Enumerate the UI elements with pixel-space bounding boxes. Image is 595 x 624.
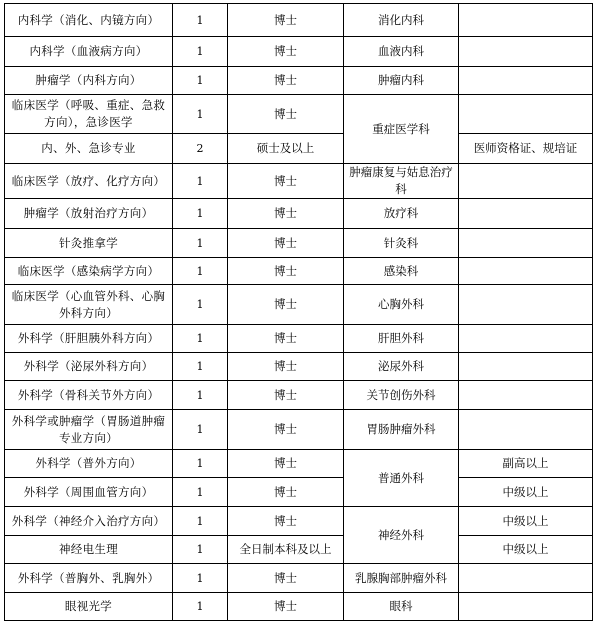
major-cell: 外科学（泌尿外科方向）	[5, 353, 173, 381]
dept-cell: 放疗科	[344, 199, 459, 229]
major-cell: 外科学（神经介入治疗方向）	[5, 507, 173, 536]
degree-cell: 博士	[228, 199, 344, 229]
dept-cell: 血液内科	[344, 37, 459, 67]
degree-cell: 博士	[228, 67, 344, 95]
count-cell: 1	[173, 258, 228, 285]
dept-cell: 胃肠肿瘤外科	[344, 410, 459, 450]
degree-cell: 博士	[228, 37, 344, 67]
requirement-cell: 医师资格证、规培证	[459, 134, 593, 164]
count-cell: 1	[173, 95, 228, 134]
major-cell: 内、外、急诊专业	[5, 134, 173, 164]
degree-cell: 博士	[228, 325, 344, 353]
major-cell: 外科学（普外方向）	[5, 450, 173, 478]
degree-cell: 博士	[228, 410, 344, 450]
table-row	[5, 199, 593, 229]
table-row	[5, 258, 593, 285]
count-cell: 1	[173, 164, 228, 199]
count-cell: 1	[173, 4, 228, 37]
count-cell: 1	[173, 37, 228, 67]
count-cell: 1	[173, 285, 228, 325]
requirement-cell	[459, 353, 593, 381]
table-row	[5, 95, 593, 134]
requirement-cell	[459, 37, 593, 67]
requirement-cell	[459, 4, 593, 37]
dept-cell: 肝胆外科	[344, 325, 459, 353]
table-row	[5, 229, 593, 258]
dept-cell: 肿瘤内科	[344, 67, 459, 95]
dept-cell: 针灸科	[344, 229, 459, 258]
requirement-cell	[459, 164, 593, 199]
recruitment-table	[4, 3, 593, 621]
major-cell: 外科学（普胸外、乳胸外）	[5, 564, 173, 593]
degree-cell: 博士	[228, 593, 344, 621]
dept-cell: 泌尿外科	[344, 353, 459, 381]
dept-cell: 眼科	[344, 593, 459, 621]
count-cell: 1	[173, 593, 228, 621]
requirement-cell	[459, 199, 593, 229]
count-cell: 1	[173, 478, 228, 507]
requirement-cell	[459, 381, 593, 410]
degree-cell: 博士	[228, 478, 344, 507]
table-row	[5, 37, 593, 67]
dept-cell: 关节创伤外科	[344, 381, 459, 410]
count-cell: 1	[173, 507, 228, 536]
requirement-cell	[459, 564, 593, 593]
dept-cell: 消化内科	[344, 4, 459, 37]
table-row	[5, 593, 593, 621]
count-cell: 1	[173, 536, 228, 564]
table-row	[5, 478, 593, 507]
requirement-cell	[459, 285, 593, 325]
requirement-cell: 中级以上	[459, 507, 593, 536]
requirement-cell: 中级以上	[459, 536, 593, 564]
table-row	[5, 536, 593, 564]
count-cell: 1	[173, 450, 228, 478]
count-cell: 1	[173, 381, 228, 410]
table-row	[5, 285, 593, 325]
count-cell: 1	[173, 410, 228, 450]
table-row	[5, 564, 593, 593]
degree-cell: 博士	[228, 381, 344, 410]
requirement-cell	[459, 95, 593, 134]
table-row	[5, 410, 593, 450]
dept-cell: 重症医学科	[344, 95, 459, 164]
degree-cell: 博士	[228, 4, 344, 37]
degree-cell: 博士	[228, 95, 344, 134]
count-cell: 1	[173, 67, 228, 95]
degree-cell: 博士	[228, 285, 344, 325]
table-row	[5, 381, 593, 410]
table-row	[5, 450, 593, 478]
major-cell: 临床医学（放疗、化疗方向）	[5, 164, 173, 199]
requirement-cell	[459, 593, 593, 621]
major-cell: 临床医学（呼吸、重症、急救方向），急诊医学	[5, 95, 173, 134]
count-cell: 1	[173, 353, 228, 381]
table-row	[5, 164, 593, 199]
major-cell: 外科学（肝胆胰外科方向）	[5, 325, 173, 353]
major-cell: 外科学（骨科关节外方向）	[5, 381, 173, 410]
count-cell: 2	[173, 134, 228, 164]
degree-cell: 全日制本科及以上	[228, 536, 344, 564]
requirement-cell	[459, 258, 593, 285]
degree-cell: 博士	[228, 507, 344, 536]
dept-cell: 普通外科	[344, 450, 459, 507]
requirement-cell	[459, 229, 593, 258]
dept-cell: 神经外科	[344, 507, 459, 564]
major-cell: 外科学（周围血管方向）	[5, 478, 173, 507]
table-row	[5, 325, 593, 353]
major-cell: 针灸推拿学	[5, 229, 173, 258]
count-cell: 1	[173, 229, 228, 258]
dept-cell: 乳腺胸部肿瘤外科	[344, 564, 459, 593]
major-cell: 肿瘤学（放射治疗方向）	[5, 199, 173, 229]
requirement-cell: 副高以上	[459, 450, 593, 478]
requirement-cell	[459, 325, 593, 353]
degree-cell: 博士	[228, 229, 344, 258]
major-cell: 眼视光学	[5, 593, 173, 621]
major-cell: 内科学（消化、内镜方向）	[5, 4, 173, 37]
dept-cell: 肿瘤康复与姑息治疗科	[344, 164, 459, 199]
requirement-cell	[459, 410, 593, 450]
table-row	[5, 507, 593, 536]
degree-cell: 博士	[228, 353, 344, 381]
degree-cell: 博士	[228, 164, 344, 199]
table-row	[5, 4, 593, 37]
count-cell: 1	[173, 199, 228, 229]
major-cell: 肿瘤学（内科方向）	[5, 67, 173, 95]
degree-cell: 博士	[228, 564, 344, 593]
table-row	[5, 67, 593, 95]
count-cell: 1	[173, 325, 228, 353]
count-cell: 1	[173, 564, 228, 593]
degree-cell: 博士	[228, 450, 344, 478]
requirement-cell: 中级以上	[459, 478, 593, 507]
major-cell: 外科学或肿瘤学（胃肠道肿瘤专业方向）	[5, 410, 173, 450]
major-cell: 临床医学（心血管外科、心胸外科方向）	[5, 285, 173, 325]
major-cell: 神经电生理	[5, 536, 173, 564]
major-cell: 临床医学（感染病学方向）	[5, 258, 173, 285]
major-cell: 内科学（血液病方向）	[5, 37, 173, 67]
table-row	[5, 134, 593, 164]
dept-cell: 感染科	[344, 258, 459, 285]
requirement-cell	[459, 67, 593, 95]
table-row	[5, 353, 593, 381]
dept-cell: 心胸外科	[344, 285, 459, 325]
degree-cell: 硕士及以上	[228, 134, 344, 164]
degree-cell: 博士	[228, 258, 344, 285]
